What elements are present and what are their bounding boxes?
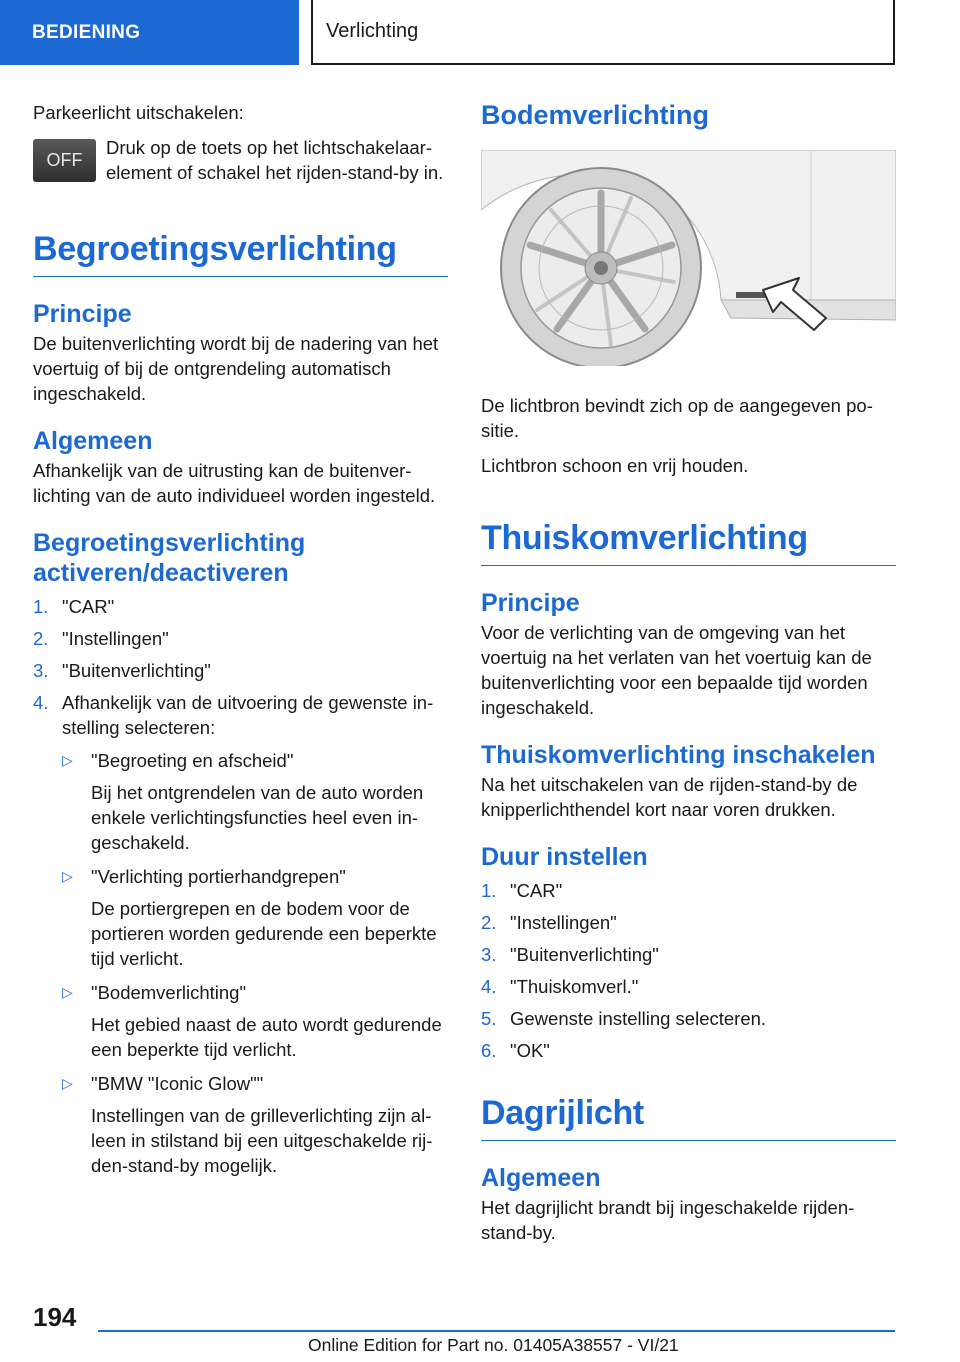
home-on-text: Na het uitschakelen van de rijden-stand-by de knipperlichthendel kort naar voren drukken. <box>481 774 858 820</box>
step-item <box>481 942 896 967</box>
option-name: "Begroeting en afscheid" <box>91 750 294 771</box>
step-number: 3. <box>481 944 497 965</box>
step-item <box>481 1038 896 1063</box>
floor-text-1: De lichtbron bevindt zich op de aangegeven positie. <box>481 395 873 441</box>
parking-text-b: in. <box>423 162 444 183</box>
off-button-icon <box>33 139 96 182</box>
step-item <box>481 1006 896 1031</box>
principle-text: De buitenverlichting wordt bij de nadering van het voertuig of bij de ontgrendeling automatisch ingeschakeld. <box>33 333 439 404</box>
triangle-bullet-icon: ▷ <box>62 1075 73 1091</box>
drl-general-heading: Algemeen <box>481 1164 601 1192</box>
page-header <box>0 0 960 68</box>
general-text: Afhankelijk van de uitrusting kan de buitenverlichting van de auto individueel worden ingesteld. <box>33 460 436 506</box>
option-item <box>62 980 448 1062</box>
option-item <box>62 748 448 855</box>
duration-heading: Duur instellen <box>481 843 648 871</box>
option-list <box>62 748 448 1178</box>
triangle-bullet-icon: ▷ <box>62 984 73 1000</box>
activate-steps <box>33 594 448 1178</box>
home-principle-heading: Principe <box>481 589 580 617</box>
right-column <box>481 100 896 1255</box>
floor-lighting-heading: Bodemverlichting <box>481 100 710 130</box>
drl-text: Het dagrijlicht brandt bij ingeschakelde rijden-stand-by. <box>481 1197 855 1243</box>
option-item <box>62 864 448 971</box>
welcome-lighting-heading: Begroetingsverlichting <box>33 229 448 277</box>
off-icon-label: OFF <box>46 150 83 170</box>
step-number: 2. <box>33 628 49 649</box>
option-name: "Bodemverlichting" <box>91 982 247 1003</box>
step-number: 2. <box>481 912 497 933</box>
wheel-illustration <box>481 150 896 366</box>
step-text: "Instellingen" <box>510 912 617 933</box>
step-item <box>33 690 448 1178</box>
step-text: "Buitenverlichting" <box>62 660 211 681</box>
triangle-bullet-icon: ▷ <box>62 752 73 768</box>
option-name: "Verlichting portierhandgrepen" <box>91 866 346 887</box>
step-text: "CAR" <box>510 880 563 901</box>
principle-heading: Principe <box>33 300 132 328</box>
step-number: 5. <box>481 1008 497 1029</box>
general-heading: Algemeen <box>33 427 153 455</box>
chapter-title: Verlichting <box>311 0 895 65</box>
parking-text-a: Druk op de toets op het lichtschakelaar-element of schakel het rijden-stand-by <box>106 137 432 183</box>
step-item <box>33 594 448 619</box>
footer-edition: Online Edition for Part no. 01405A38557 - VI/21 <box>308 1335 679 1355</box>
step-text: "Instellingen" <box>62 628 169 649</box>
home-on-heading: Thuiskomverlichting inschakelen <box>481 741 876 769</box>
option-description: De portiergrepen en de bodem voor de portieren worden gedurende een beperkte tijd verlicht. <box>91 898 437 969</box>
activate-heading: Begroetingsverlichting activeren/deactiveren <box>33 529 306 587</box>
option-description: Het gebied naast de auto wordt gedurende een beperkte tijd verlicht. <box>91 1014 442 1060</box>
option-name: "BMW "Iconic Glow"" <box>91 1073 264 1094</box>
home-lighting-heading: Thuiskomverlichting <box>481 518 896 566</box>
section-tab: BEDIENING <box>0 0 299 65</box>
step-number: 1. <box>33 596 49 617</box>
step-text: "Buitenverlichting" <box>510 944 659 965</box>
step-number: 4. <box>481 976 497 997</box>
option-description: Bij het ontgrendelen van de auto worden enkele verlichtingsfuncties heel even ingeschakeld. <box>91 782 424 853</box>
parking-instruction <box>33 135 448 185</box>
left-column <box>33 100 448 1187</box>
home-principle-text: Voor de verlichting van de omgeving van het voertuig na het verlaten van het voertuig kan de buitenverlichting voor een bepaalde tijd worden ingeschakeld. <box>481 622 872 718</box>
step-item <box>33 626 448 651</box>
step-number: 6. <box>481 1040 497 1061</box>
step-text: "Thuiskomverl." <box>510 976 639 997</box>
step-item <box>481 878 896 903</box>
step-item <box>481 974 896 999</box>
step-text: "CAR" <box>62 596 115 617</box>
floor-text-2: Lichtbron schoon en vrij houden. <box>481 455 749 476</box>
step-text: "OK" <box>510 1040 550 1061</box>
option-description: Instellingen van de grilleverlichting zijn alleen in stilstand bij een uitgeschakelde rijden-stand-by mogelijk. <box>91 1105 433 1176</box>
parking-intro: Parkeerlicht uitschakelen: <box>33 102 244 123</box>
duration-steps <box>481 878 896 1063</box>
step-text: Afhankelijk van de uitvoering de gewenste instelling selecteren: <box>62 692 434 738</box>
step-number: 4. <box>33 692 49 713</box>
page-number: 194 <box>33 1302 77 1332</box>
step-text: Gewenste instelling selecteren. <box>510 1008 767 1029</box>
option-item <box>62 1071 448 1178</box>
step-number: 1. <box>481 880 497 901</box>
step-item <box>481 910 896 935</box>
triangle-bullet-icon: ▷ <box>62 868 73 884</box>
step-item <box>33 658 448 683</box>
footer-divider <box>98 1330 895 1332</box>
daytime-lights-heading: Dagrijlicht <box>481 1093 896 1141</box>
step-number: 3. <box>33 660 49 681</box>
